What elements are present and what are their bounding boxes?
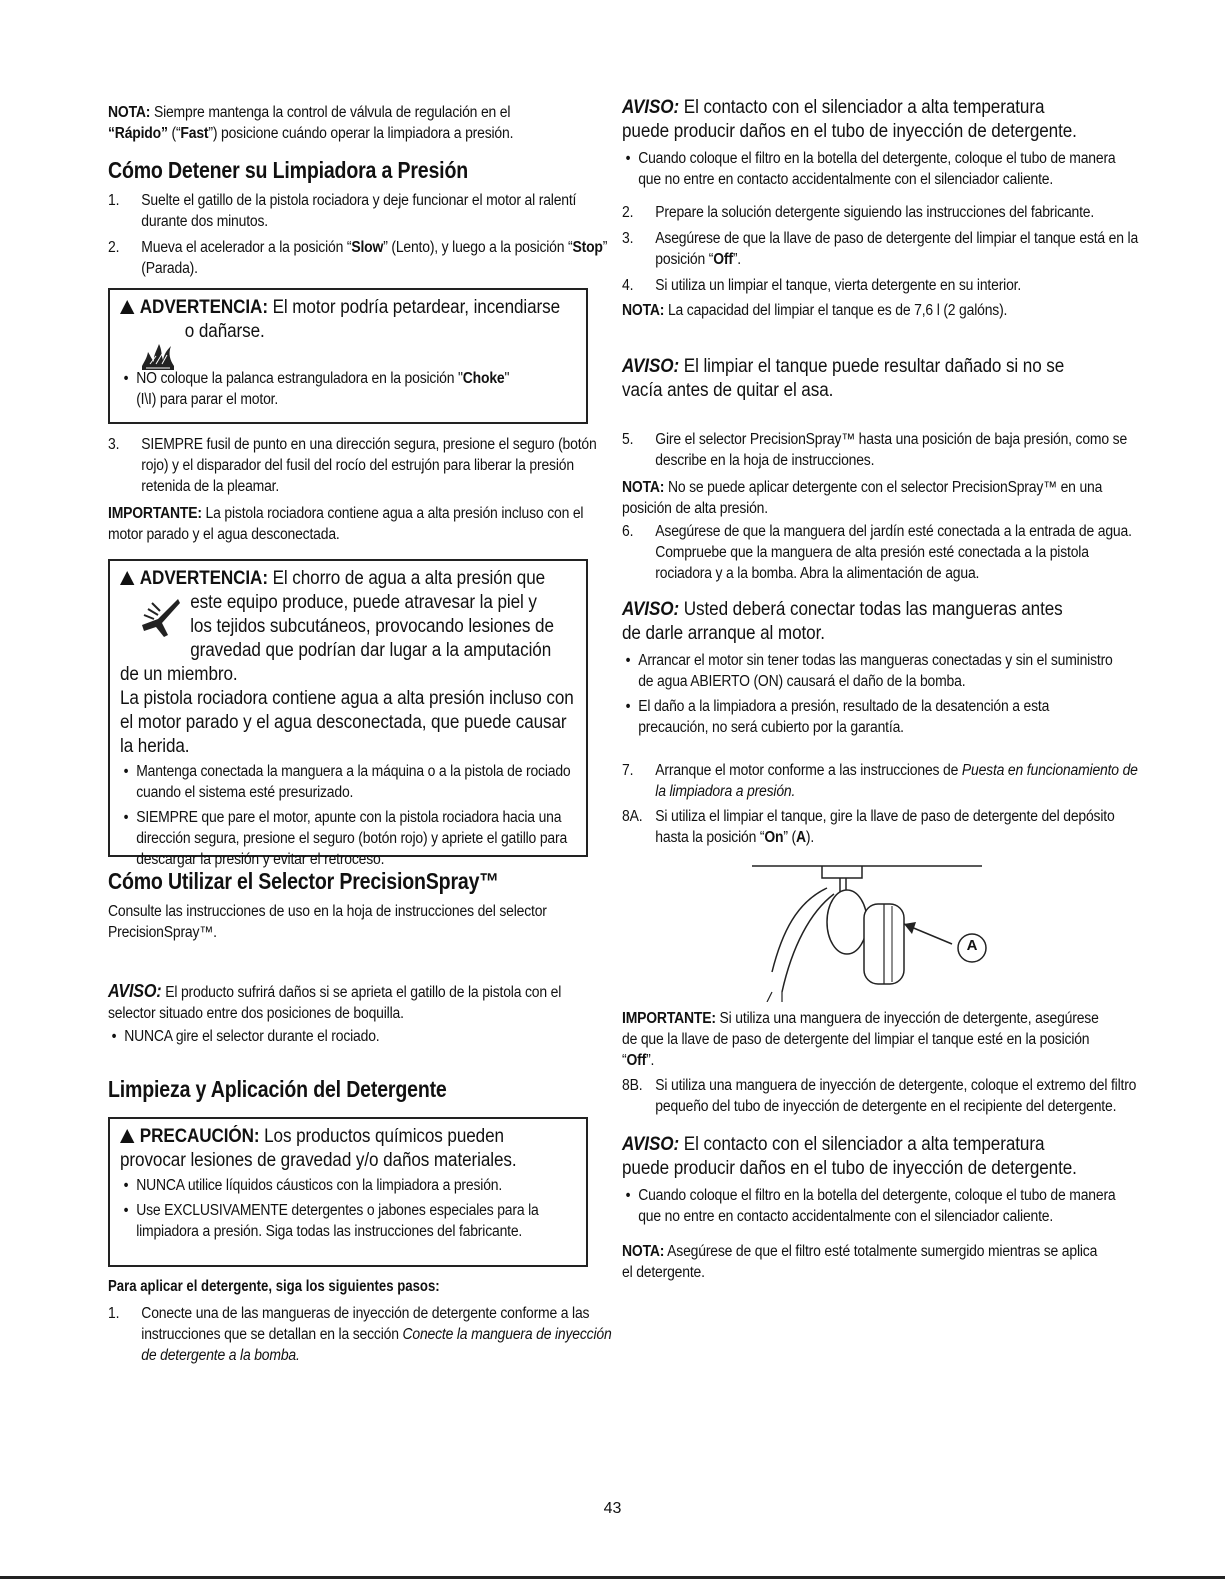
warning-paragraph: La pistola rociadora contiene agua a alta presión incluso con el motor parado y el agua desconectada, que puede causar la herida. [120,688,574,757]
warning-label: ADVERTENCIA: [139,568,268,589]
caution-text: provocar lesiones de gravedad y/o daños materiales. [120,1150,517,1171]
step-text: SIEMPRE fusil de punto en una dirección segura, presione el seguro (botón rojo) y el disparador del fusil del rocío del estrujón para liberar la presión retenida de la pleamar. [141,436,597,495]
step-bold: Slow [351,239,384,256]
bullet-text: (I\I) para parar el motor. [136,391,279,408]
notice-text: de darle arranque al motor. [622,623,825,644]
bottom-rule [0,1576,1225,1579]
important-bold: Off [626,1052,647,1069]
note-label: NOTA: [108,104,151,121]
notice-text: El contacto con el silenciador a alta temperatura [679,1134,1045,1155]
step-number: 2. [622,204,634,221]
notice-mangueras [622,598,1107,622]
note-label: NOTA: [622,1243,665,1260]
detergent-valve-illustration [622,852,1107,1002]
important-text: La pistola rociadora contiene agua a alta presión incluso con el motor parado y el agua desconectada. [108,505,584,543]
step-bold: On [764,829,784,846]
selector-paragraph: Consulte las instrucciones de uso en la hoja de instrucciones del selector PrecisionSpray™. [108,903,547,941]
notice-label: AVISO: [622,599,680,620]
notice-silenciador-1 [622,96,1107,120]
bullet-bold: Choke [462,370,505,387]
caution-bullet: • NUNCA utilice líquidos cáusticos con la limpiadora a presión. [120,1175,592,1196]
note-text: (“ [167,125,181,142]
step-text: Asegúrese de que la llave de paso de detergente del limpiar el tanque está en la posición “ [655,230,1139,268]
caution-text: Los productos químicos pueden [259,1126,504,1147]
notice-text: El contacto con el silenciador a alta temperatura [679,97,1045,118]
step-text: Asegúrese de que la manguera del jardín esté conectada a la entrada de agua. Compruebe que la manguera de alta presión esté conectada a la pistola rociadora y a la bomba. Abra la alimentación de agua. [655,523,1132,582]
warning-label: ADVERTENCIA: [139,297,268,318]
step-text: ). [805,829,815,846]
step-number: 5. [622,431,634,448]
caution-label: PRECAUCIÓN: [139,1126,260,1147]
left-column [108,96,612,1366]
important-label: IMPORTANTE: [622,1010,716,1027]
heading-limpieza: Limpieza y Aplicación del Detergente [108,1076,447,1102]
step-text: ” (Parada). [141,239,608,277]
step-3 [108,434,621,497]
warning-box-chorro [108,559,588,868]
step-text: ” (Lento), y luego a la posición “ [383,239,573,256]
step-number: 7. [622,762,634,779]
warning-text: este equipo produce, puede atravesar la piel y [190,592,537,613]
notice-bullet: • NUNCA gire el selector durante el rociado. [108,1026,604,1047]
warning-heading [120,567,576,591]
note-label: NOTA: [622,302,665,319]
step-italic: Conecte la manguera de inyección de detergente a la bomba. [141,1326,612,1364]
paso-1 [108,1303,621,1366]
step-number: 1. [108,192,120,209]
step-bold: Stop [572,239,603,256]
note-rapido [108,102,588,144]
warning-triangle-icon [120,571,134,585]
warning-bullet: • SIEMPRE que pare el motor, apunte con la pistola rociadora hacia una dirección segura, presione el seguro (botón rojo) y apriete el gatillo para descargar la presión y evitar el retroceso. [120,807,592,870]
notice-text: El limpiar el tanque puede resultar dañado si no se [679,356,1065,377]
step-number: 4. [622,277,634,294]
notice-text: Usted deberá conectar todas las mangueras antes [679,599,1063,620]
notice-bullet: • Cuando coloque el filtro en la botella del detergente, coloque el tubo de manera que no entre en contacto accidentalmente con el silenciador caliente. [622,148,1123,190]
valve-figure [622,852,1107,1002]
important-text: Si utiliza una manguera de inyección de detergente, asegúrese de que la llave de paso de detergente del limpiar el tanque esté en la posición “ [622,1010,1099,1069]
heading-selector: Cómo Utilizar el Selector PrecisionSpray™ [108,868,499,894]
note-label: NOTA: [622,479,665,496]
notice-text: puede producir daños en el tubo de inyección de detergente. [622,121,1077,142]
step-text: Suelte el gatillo de la pistola rociadora y deje funcionar el motor al ralentí durante dos minutos. [141,192,577,230]
notice-bullet: • Cuando coloque el filtro en la botella del detergente, coloque el tubo de manera que no entre en contacto accidentalmente con el silenciador caliente. [622,1185,1123,1227]
notice-tanque [622,355,1107,379]
step-number: 3. [622,230,634,247]
notice-selector [108,981,588,1024]
step-r2 [622,202,1140,223]
important-label: IMPORTANTE: [108,505,202,522]
note-text: Asegúrese de que el filtro esté totalmente sumergido mientras se aplica el detergente. [622,1243,1098,1281]
important-text: ”. [646,1052,655,1069]
caution-bullet: • Use EXCLUSIVAMENTE detergentes o jabones especiales para la limpiadora a presión. Siga todas las instrucciones del fabricante. [120,1200,592,1242]
notice-label: AVISO: [108,981,162,1001]
step-text: Si utiliza un limpiar el tanque, vierta detergente en su interior. [655,277,1022,294]
warning-text: de un miembro. [120,664,238,685]
step-r6 [622,521,1140,584]
heading-detener: Cómo Detener su Limpiadora a Presión [108,157,468,183]
note-text: Siempre mantenga la control de válvula de regulación en el [150,104,511,121]
bullet-text: " [504,370,510,387]
note-text: La capacidad del limpiar el tanque es de 7,6 l (2 galóns). [664,302,1008,319]
warning-bullet-choke [120,368,592,410]
warning-text: los tejidos subcutáneos, provocando lesiones de [190,616,554,637]
bullet-text: NO coloque la palanca estranguladora en la posición " [136,370,463,387]
step-italic: Puesta en funcionamiento de la limpiadora a presión. [655,762,1138,800]
step-1 [108,190,621,232]
step-bold: A [795,829,806,846]
page-number: 43 [603,1500,622,1517]
notice-text: El producto sufrirá daños si se aprieta el gatillo de la pistola con el selector situado entre dos posiciones de boquilla. [108,984,562,1022]
step-text: Si utiliza una manguera de inyección de detergente, coloque el extremo del filtro pequeño del tubo de inyección de detergente en el recipiente del detergente. [655,1077,1137,1115]
step-bold: Off [713,251,733,268]
warning-text: El chorro de agua a alta presión que [267,568,546,589]
step-text: Arranque el motor conforme a las instrucciones de [655,762,962,779]
notice-bullet: • Arrancar el motor sin tener todas las mangueras conectadas y sin el suministro de agua ABIERTO (ON) causará el daño de la bomba. [622,650,1123,692]
step-2 [108,237,621,279]
step-number: 3. [108,436,120,453]
notice-label: AVISO: [622,97,680,118]
warning-heading [120,296,576,320]
right-column [622,96,1139,1283]
notice-label: AVISO: [622,356,680,377]
note-capacidad [622,300,1107,321]
caution-box [108,1117,588,1267]
warning-box-motor [108,288,588,424]
warning-triangle-icon [120,1129,134,1143]
step-r5 [622,429,1140,471]
steps-subheading: Para aplicar el detergente, siga los siguientes pasos: [108,1278,440,1295]
notice-label: AVISO: [622,1134,680,1155]
step-r7 [622,760,1140,802]
notice-bullet: • El daño a la limpiadora a presión, resultado de la desatención a esta precaución, no será cubierto por la garantía. [622,696,1123,738]
note-alta-presion [622,477,1107,519]
warning-text: o dañarse. [184,321,265,342]
note-text: ”) posicione cuándo operar la limpiadora a presión. [208,125,514,142]
notice-silenciador-2 [622,1133,1107,1157]
step-number: 8A. [622,808,643,825]
step-number: 8B. [622,1077,643,1094]
warning-triangle-icon [120,300,134,314]
step-number: 2. [108,239,120,256]
step-r8a [622,806,1140,848]
step-r3 [622,228,1140,270]
important-note-off [622,1008,1107,1071]
warning-bullet: • Mantenga conectada la manguera a la máquina o a la pistola de rociado cuando el sistema esté presurizado. [120,761,592,803]
note-bold: “Rápido” [108,125,168,142]
step-text: Si utiliza el limpiar el tanque, gire la llave de paso de detergente del depósito hasta la posición “ [655,808,1115,846]
step-text: Mueva el acelerador a la posición “ [141,239,352,256]
step-text: Conecte una de las mangueras de inyección de detergente conforme a las instrucciones que se detallan en la sección [141,1305,590,1343]
injection-hazard-icon [138,595,182,639]
notice-text: vacía antes de quitar el asa. [622,380,834,401]
step-number: 1. [108,1305,120,1322]
notice-text: puede producir daños en el tubo de inyección de detergente. [622,1158,1077,1179]
step-text: ” ( [783,829,796,846]
important-note [108,503,588,545]
step-r4 [622,275,1140,296]
caution-heading [120,1125,576,1149]
warning-text: El motor podría petardear, incendiarse [267,297,561,318]
note-text: No se puede aplicar detergente con el selector PrecisionSpray™ en una posición de alta presión. [622,479,1103,517]
callout-label-a: A [966,937,978,954]
warning-text: gravedad que podrían dar lugar a la amputación [190,640,552,661]
step-r8b [622,1075,1140,1117]
note-bold: Fast [180,125,209,142]
step-text: Prepare la solución detergente siguiendo las instrucciones del fabricante. [655,204,1095,221]
step-number: 6. [622,523,634,540]
step-text: Gire el selector PrecisionSpray™ hasta una posición de baja presión, como se describe en la hoja de instrucciones. [655,431,1128,469]
step-text: ”. [732,251,741,268]
note-filtro [622,1241,1107,1283]
